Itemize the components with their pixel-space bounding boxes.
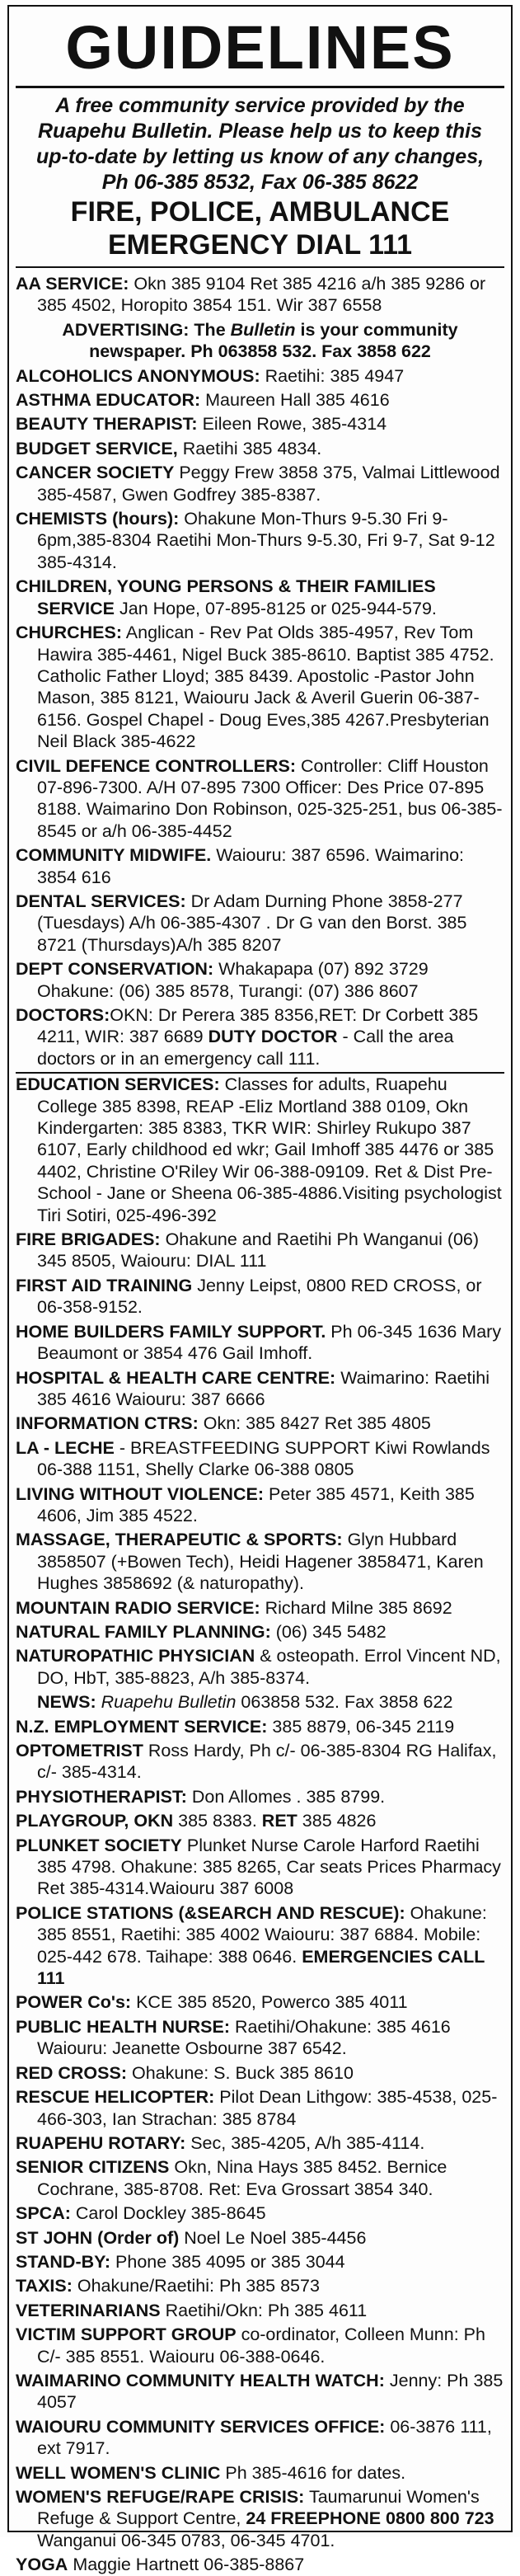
guidelines-frame [7,5,513,2575]
entry-employment-service: N.Z. EMPLOYMENT SERVICE: 385 8879, 06-345 2119 [16,1716,455,1737]
entry-hospital: HOSPITAL & HEALTH CARE CENTRE: Waimarino: Raetihi 385 4616 Waiouru: 387 6666 [16,1367,490,1409]
entry-education: EDUCATION SERVICES: Classes for adults, Ruapehu College 385 8398, REAP -Eliz Mortland 388 0109, Okn Kindergarten: 385 8383, TKR WIR: Shirley Rukupo 387 6107, Early childhood ed wkr; Gail Imhoff 385 4476 or 385 4402, Christine O'Riley Wir 06-388-09109. Ret & Dist Pre-School - Jane or Sheena 06-385-4886.Visiting psychologist Tiri Sotiri, 025-496-392 [16,1072,504,1226]
entry-doctors: DOCTORS:OKN: Dr Perera 385 8356,RET: Dr Corbett 385 4211, WIR: 387 6689 DUTY DOCTOR - Call the area doctors or in an emergency call 111. [16,1005,479,1069]
advertising-notice: ADVERTISING: The Bulletin is your community newspaper. Ph 063858 532. Fax 3858 622 [62,319,458,362]
page-title: GUIDELINES [16,10,504,88]
entry-beauty: BEAUTY THERAPIST: Eileen Rowe, 385-4314 [16,414,387,435]
entry-living-without-violence: LIVING WITHOUT VIOLENCE: Peter 385 4571, Keith 385 4606, Jim 385 4522. [16,1483,475,1525]
entry-first-aid: FIRST AID TRAINING Jenny Leipst, 0800 RED CROSS, or 06-358-9152. [16,1275,482,1318]
entry-optometrist: OPTOMETRIST Ross Hardy, Ph c/- 06-385-8304 RG Halifax, c/- 385-4314. [16,1741,497,1783]
intro-text: A free community service provided by the Ruapehu Bulletin. Please help us to keep this up-to-date by letting us know of any changes, Ph 06-385 8532, Fax 06-385 8622 [35,94,485,194]
entry-chemists: CHEMISTS (hours): Ohakune Mon-Thurs 9-5.30 Fri 9-6pm,385-8304 Raetihi Mon-Thurs 9-5.30, Fri 9-7, Sat 9-12 385-4314. [16,509,495,572]
entry-power-companies: POWER Co's: KCE 385 8520, Powerco 385 4011 [16,1992,408,2013]
entry-massage: MASSAGE, THERAPEUTIC & SPORTS: Glyn Hubbard 3858507 (+Bowen Tech), Heidi Hagener 3858471, Karen Hughes 3858692 (& naturopathy). [16,1530,484,1594]
entry-senior-citizens: SENIOR CITIZENS Okn, Nina Hays 385 8452. Bernice Cochrane, 385-8708. Ret: Eva Grossart 3854 340. [16,2157,447,2199]
entry-churches: CHURCHES: Anglican - Rev Pat Olds 385-4957, Rev Tom Hawira 385-4461, Nigel Buck 385-8610. Baptist 385 4752. Catholic Father Lloyd; 385 8439. Apostolic -Pastor John Mason, 385 8121, Waiouru Jack & Averil Guerin 06-387-6156. Gospel Chapel - Doug Eves,385 4267.Presbyterian Neil Black 385-4622 [16,623,494,752]
entry-stand-by: STAND-BY: Phone 385 4095 or 385 3044 [16,2251,345,2272]
entry-children-services: CHILDREN, YOUNG PERSONS & THEIR FAMILIES SERVICE Jan Hope, 07-895-8125 or 025-944-579. [16,576,437,618]
entry-fire-brigades: FIRE BRIGADES: Ohakune and Raetihi Ph Wanganui (06) 345 8505, Waiouru: DIAL 111 [16,1229,480,1272]
entry-police: POLICE STATIONS (&SEARCH AND RESCUE): Ohakune: 385 8551, Raetihi: 385 4002 Waiouru: 387 6884. Mobile: 025-442 678. Taihape: 388 0646. EMERGENCIES CALL 111 [16,1902,487,1989]
entry-rescue-helicopter: RESCUE HELICOPTER: Pilot Dean Lithgow: 385-4538, 025-466-303, Ian Strachan: 385 8784 [16,2087,498,2129]
emergency-banner: FIRE, POLICE, AMBULANCE EMERGENCY DIAL 111 [16,195,504,268]
entry-la-leche: LA - LECHE - BREASTFEEDING SUPPORT Kiwi Rowlands 06-388 1151, Shelly Clarke 06-388 0805 [16,1437,490,1480]
entry-naturopathic: NATUROPATHIC PHYSICIAN & osteopath. Errol Vincent ND, DO, HbT, 385-8823, A/h 385-8374. [16,1646,501,1688]
entry-womens-refuge: WOMEN'S REFUGE/RAPE CRISIS: Taumarunui Women's Refuge & Support Centre, 24 FREEPHONE 0800 800 723 Wanganui 06-345 0783, 06-345 4701. [16,2487,494,2550]
entry-red-cross: RED CROSS: Ohakune: S. Buck 385 8610 [16,2062,354,2083]
entry-alcoholics: ALCOHOLICS ANONYMOUS: Raetihi: 385 4947 [16,365,405,386]
entry-playgroup: PLAYGROUP, OKN 385 8383. RET 385 4826 [16,1811,377,1831]
entry-news: NEWS: Ruapehu Bulletin 063858 532. Fax 3858 622 [37,1692,453,1713]
entry-budget: BUDGET SERVICE, Raetihi 385 4834. [16,438,322,458]
entry-health-watch: WAIMARINO COMMUNITY HEALTH WATCH: Jenny: Ph 385 4057 [16,2370,504,2413]
entry-mountain-radio: MOUNTAIN RADIO SERVICE: Richard Milne 385 8692 [16,1597,452,1618]
entry-spca: SPCA: Carol Dockley 385-8645 [16,2203,266,2224]
entry-public-health-nurse: PUBLIC HEALTH NURSE: Raetihi/Ohakune: 385 4616 Waiouru: Jeanette Osbourne 387 6542. [16,2016,451,2059]
entry-home-builders: HOME BUILDERS FAMILY SUPPORT. Ph 06-345 1636 Mary Beaumont or 3854 476 Gail Imhoff. [16,1321,502,1364]
entry-dental: DENTAL SERVICES: Dr Adam Durning Phone 3858-277 (Tuesdays) A/h 06-385-4307 . Dr G van den Borst. 385 8721 (Thursdays)A/h 385 8207 [16,891,467,955]
entry-veterinarians: VETERINARIANS Raetihi/Okn: Ph 385 4611 [16,2300,368,2320]
entry-civil-defence: CIVIL DEFENCE CONTROLLERS: Controller: Cliff Houston 07-896-7300. A/H 07-895 7300 Officer: Des Price 07-895 8188. Waimarino Don Robinson, 025-325-251, bus 06-385-8545 or a/h 06-385-4452 [16,755,503,841]
entry-physiotherapist: PHYSIOTHERAPIST: Don Allomes . 385 8799. [16,1786,386,1807]
entry-ruapehu-rotary: RUAPEHU ROTARY: Sec, 385-4205, A/h 385-4114. [16,2132,425,2153]
entry-well-womens-clinic: WELL WOMEN'S CLINIC Ph 385-4616 for dates. [16,2462,406,2483]
entry-st-john: ST JOHN (Order of) Noel Le Noel 385-4456 [16,2227,367,2248]
entry-plunket: PLUNKET SOCIETY Plunket Nurse Carole Harford Raetihi 385 4798. Ohakune: 385 8265, Car seats Prices Pharmacy Ret 385-4314.Waiouru 387 6008 [16,1835,501,1899]
entry-waiouru-services: WAIOURU COMMUNITY SERVICES OFFICE: 06-3876 111, ext 7917. [16,2416,492,2459]
entry-taxis: TAXIS: Ohakune/Raetihi: Ph 385 8573 [16,2276,320,2296]
entry-community-midwife: COMMUNITY MIDWIFE. Waiouru: 387 6596. Waimarino: 3854 616 [16,845,465,887]
entry-victim-support: VICTIM SUPPORT GROUP co-ordinator, Colleen Munn: Ph C/- 385 8551. Waiouru 06-388-0646. [16,2325,485,2367]
entry-dept-conservation: DEPT CONSERVATION: Whakapapa (07) 892 3729 Ohakune: (06) 385 8578, Turangi: (07) 386 8607 [16,959,429,1001]
entry-aa-service: AA SERVICE: Okn 385 9104 Ret 385 4216 a/h 385 9286 or 385 4502, Horopito 3854 151. Wir 387 6558 [16,274,486,316]
entry-cancer: CANCER SOCIETY Peggy Frew 3858 375, Valmai Littlewood 385-4587, Gwen Godfrey 385-8387. [16,463,500,505]
entry-asthma: ASTHMA EDUCATOR: Maureen Hall 385 4616 [16,390,390,411]
entry-yoga: YOGA Maggie Hartnett 06-385-8867 [16,2555,305,2575]
entry-information-centres: INFORMATION CTRS: Okn: 385 8427 Ret 385 4805 [16,1413,431,1434]
entry-natural-family-planning: NATURAL FAMILY PLANNING: (06) 345 5482 [16,1621,386,1642]
